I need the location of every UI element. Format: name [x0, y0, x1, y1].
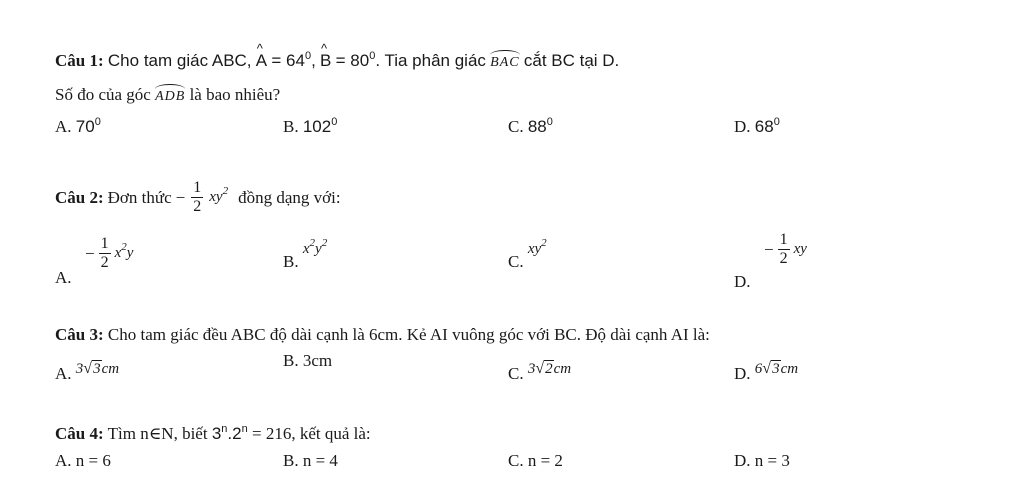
option-letter: A. [55, 117, 72, 136]
question-2-option-b[interactable] [283, 237, 328, 271]
power-exponent: n [241, 423, 248, 435]
option-letter: C. [508, 364, 524, 383]
fraction-numerator: 1 [100, 235, 109, 252]
question-4-option-a[interactable] [55, 451, 111, 471]
power-exponent: n [221, 423, 228, 435]
question-1-option-c[interactable] [508, 117, 553, 137]
option-letter: D. [734, 364, 751, 383]
question-3-line [55, 325, 710, 345]
unit: cm [101, 361, 120, 377]
monomial-tail: y [315, 241, 322, 257]
option-value: 3cm [302, 351, 333, 370]
option-value: n = 3 [754, 451, 790, 470]
minus-sign: − [764, 239, 774, 259]
monomial-exponent: 2 [309, 237, 316, 249]
angle-b-value: = 80 [335, 51, 370, 70]
question-1-ask-a: Số đo của góc [55, 85, 151, 104]
minus-sign: − [175, 187, 186, 207]
angle-a-value: = 64 [271, 51, 305, 70]
question-3-option-b[interactable] [283, 351, 332, 371]
radical-coefficient: 3 [75, 361, 84, 377]
question-1-title: Câu 1: [55, 51, 104, 70]
fraction [99, 236, 111, 271]
option-letter: A. [55, 364, 72, 383]
option-value: 88 [527, 117, 547, 136]
angle-adb-arc: ADB [155, 84, 185, 105]
question-4-intro: Tìm n [107, 424, 149, 443]
radical-coefficient: 3 [527, 361, 536, 377]
option-letter: C. [508, 451, 524, 470]
monomial-exponent: 2 [222, 185, 229, 197]
radicand: 2 [545, 361, 553, 377]
radicand: 3 [772, 361, 780, 377]
option-letter: B. [283, 351, 299, 370]
monomial: xy [793, 241, 807, 257]
degree-mark: 0 [94, 116, 101, 128]
question-3-option-c[interactable]: C. 3√2cm [508, 360, 572, 383]
option-value: 68 [754, 117, 774, 136]
monomial-exponent: 2 [121, 241, 127, 253]
option-value: n = 6 [75, 451, 111, 470]
element-of-symbol: ∈ [148, 424, 162, 443]
degree-mark: 0 [304, 50, 312, 62]
question-4-suffix: kết quả là: [299, 424, 371, 443]
question-2-option-d[interactable] [734, 232, 854, 292]
option-letter: B. [283, 451, 299, 470]
question-2-option-c[interactable] [508, 237, 547, 271]
option-letter: D. [734, 451, 751, 470]
unit: cm [553, 361, 572, 377]
degree-mark: 0 [546, 116, 553, 128]
option-value: 70 [75, 117, 95, 136]
question-1-intersect-text: cắt BC tại D. [523, 51, 620, 70]
power-base: 2 [232, 424, 242, 443]
angle-a-letter: ^ A [256, 51, 267, 71]
monomial-exponent: 2 [541, 237, 547, 249]
fraction [778, 232, 790, 267]
radical-coefficient: 6 [754, 361, 763, 377]
monomial-exponent: 2 [321, 237, 328, 249]
equation-rhs: = 216, [252, 424, 296, 443]
question-4-line [55, 424, 371, 444]
question-4-option-b[interactable] [283, 451, 338, 471]
option-letter: D. [734, 272, 751, 291]
question-2-option-a[interactable] [55, 236, 195, 292]
question-2-line [55, 180, 341, 215]
monomial-tail: y [126, 245, 134, 261]
question-4-set: N, biết [161, 424, 208, 443]
multiply-dot: . [227, 424, 233, 443]
option-letter: B. [283, 252, 299, 271]
option-letter: C. [508, 252, 524, 271]
question-1-intro: Cho tam giác ABC, [107, 51, 252, 70]
monomial-base: x [302, 241, 310, 257]
question-4-option-c[interactable] [508, 451, 563, 471]
fraction-numerator: 1 [779, 231, 788, 248]
degree-mark: 0 [773, 116, 780, 128]
monomial-base: xy [527, 241, 542, 257]
question-3-option-d[interactable]: D. 6√3cm [734, 360, 799, 383]
option-letter: C. [508, 117, 524, 136]
question-1-line-1: Câu 1: Cho tam giác ABC, ^ $A = 64^0$, ^ $B = 80^0$. Tia phân giác BAC cắt BC tại D. [55, 50, 619, 71]
question-2-suffix: đồng dạng với: [238, 187, 341, 207]
degree-mark: 0 [331, 116, 338, 128]
monomial [209, 185, 229, 206]
question-3-option-a[interactable]: A. 3√3cm [55, 360, 120, 383]
question-1-option-b[interactable] [283, 117, 337, 137]
question-1-line-2 [55, 84, 280, 105]
question-4-option-d[interactable] [734, 451, 790, 471]
monomial-base: xy [209, 189, 223, 205]
power-base: 3 [211, 424, 222, 443]
radicand: 3 [93, 361, 101, 377]
fraction-numerator: 1 [193, 179, 202, 196]
minus-sign: − [85, 243, 95, 263]
fraction-denominator: 2 [779, 250, 788, 267]
monomial-base: x [114, 245, 122, 261]
option-value: n = 4 [302, 451, 338, 470]
question-1-option-d[interactable] [734, 117, 780, 137]
question-1-bisector-text: . Tia phân giác [375, 51, 486, 70]
question-1-ask-b: là bao nhiêu? [189, 85, 281, 104]
fraction-denominator: 2 [100, 254, 109, 271]
question-2-title: Câu 2: [55, 187, 104, 207]
angle-b-letter: ^ B [320, 51, 331, 71]
unit: cm [780, 361, 799, 377]
option-expression [85, 236, 133, 271]
fraction [191, 180, 203, 215]
option-letter: A. [55, 268, 72, 287]
option-letter: A. [55, 451, 72, 470]
option-letter: D. [734, 117, 751, 136]
degree-mark: 0 [369, 50, 376, 62]
option-value: 102 [302, 117, 332, 136]
question-1-option-a[interactable] [55, 117, 101, 137]
question-3-title: Câu 3: [55, 325, 104, 344]
question-4-title: Câu 4: [55, 424, 104, 443]
question-2-intro: Đơn thức [107, 187, 172, 207]
question-3-text: Cho tam giác đều ABC độ dài cạnh là 6cm. Kẻ AI vuông góc với BC. Độ dài cạnh AI là: [107, 325, 710, 344]
angle-bac-arc: BAC [490, 50, 519, 71]
option-expression [764, 232, 807, 267]
option-letter: B. [283, 117, 299, 136]
fraction-denominator: 2 [193, 198, 202, 215]
option-value: n = 2 [527, 451, 563, 470]
